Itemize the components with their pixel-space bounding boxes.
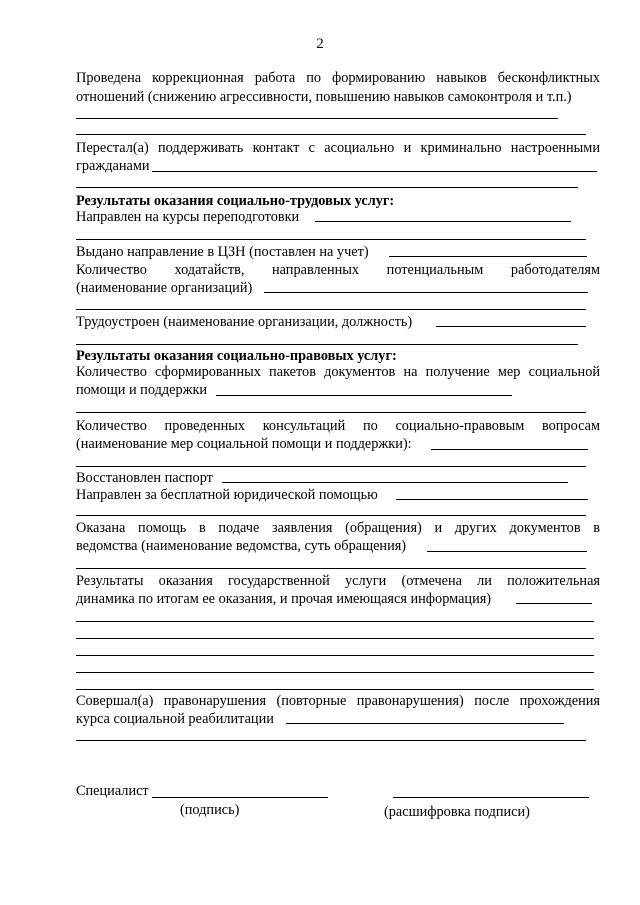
page-number: 2 bbox=[316, 36, 324, 52]
contact-line-1: Перестал(а) поддерживать контакт с асоциально и криминально настроенными bbox=[76, 140, 600, 156]
labor-petitions-field[interactable] bbox=[264, 292, 588, 293]
state-results-blank-5[interactable] bbox=[76, 689, 594, 690]
state-results-blank-1[interactable] bbox=[76, 621, 594, 622]
labor-petitions-blank[interactable] bbox=[76, 309, 586, 310]
legal-consult-field[interactable] bbox=[431, 449, 588, 450]
labor-czn-field[interactable] bbox=[389, 256, 587, 257]
labor-petitions-line-2: (наименование организаций) bbox=[76, 280, 253, 296]
legal-applications-field[interactable] bbox=[427, 551, 587, 552]
labor-employed-field[interactable] bbox=[436, 326, 586, 327]
specialist-label: Специалист bbox=[76, 783, 149, 799]
legal-applications-blank[interactable] bbox=[76, 568, 586, 569]
labor-czn-label: Выдано направление в ЦЗН (поставлен на учет) bbox=[76, 244, 369, 260]
legal-consult-line-1: Количество проведенных консультаций по социально-правовым вопросам bbox=[76, 418, 600, 434]
correction-work-line-1: Проведена коррекционная работа по формированию навыков бесконфликтных bbox=[76, 70, 600, 86]
correction-work-line-2: отношений (снижению агрессивности, повышению навыков самоконтроля и т.п.) bbox=[76, 89, 572, 105]
state-results-line-1: Результаты оказания государственной услуги (отмечена ли положительная bbox=[76, 573, 600, 589]
offenses-field[interactable] bbox=[286, 723, 564, 724]
legal-services-heading: Результаты оказания социально-правовых услуг: bbox=[76, 348, 397, 364]
legal-free-help-field[interactable] bbox=[396, 499, 588, 500]
labor-petitions-line-1: Количество ходатайств, направленных потенциальным работодателям bbox=[76, 262, 600, 278]
labor-services-heading: Результаты оказания социально-трудовых услуг: bbox=[76, 193, 395, 209]
labor-courses-label: Направлен на курсы переподготовки bbox=[76, 209, 300, 225]
legal-packages-line-1: Количество сформированных пакетов документов на получение мер социальной bbox=[76, 364, 600, 380]
legal-passport-field[interactable] bbox=[222, 482, 568, 483]
offenses-line-1: Совершал(а) правонарушения (повторные правонарушения) после прохождения bbox=[76, 693, 600, 709]
legal-packages-line-2: помощи и поддержки bbox=[76, 382, 208, 398]
legal-consult-line-2: (наименование мер социальной помощи и поддержки): bbox=[76, 436, 412, 452]
correction-work-blank-2[interactable] bbox=[76, 134, 586, 135]
labor-courses-field[interactable] bbox=[315, 221, 571, 222]
legal-consult-blank[interactable] bbox=[76, 466, 586, 467]
legal-applications-line-1: Оказана помощь в подаче заявления (обращения) и других документов в bbox=[76, 520, 600, 536]
contact-blank-1[interactable] bbox=[152, 171, 597, 172]
legal-free-help-blank[interactable] bbox=[76, 515, 586, 516]
state-results-field[interactable] bbox=[516, 603, 592, 604]
state-results-line-2: динамика по итогам ее оказания, и прочая имеющаяся информация) bbox=[76, 591, 492, 607]
labor-courses-blank[interactable] bbox=[76, 239, 586, 240]
legal-free-help-label: Направлен за бесплатной юридической помощью bbox=[76, 487, 378, 503]
signature-decode-caption: (расшифровка подписи) bbox=[384, 804, 530, 820]
correction-work-blank-1[interactable] bbox=[76, 118, 558, 119]
legal-packages-blank[interactable] bbox=[76, 412, 586, 413]
contact-blank-2[interactable] bbox=[76, 187, 578, 188]
signature-decode-field[interactable] bbox=[393, 797, 589, 798]
legal-passport-label: Восстановлен паспорт bbox=[76, 470, 213, 486]
state-results-blank-4[interactable] bbox=[76, 672, 594, 673]
signature-field[interactable] bbox=[152, 797, 328, 798]
signature-caption: (подпись) bbox=[180, 802, 240, 818]
offenses-blank[interactable] bbox=[76, 740, 586, 741]
state-results-blank-2[interactable] bbox=[76, 638, 594, 639]
legal-applications-line-2: ведомства (наименование ведомства, суть обращения) bbox=[76, 538, 407, 554]
state-results-blank-3[interactable] bbox=[76, 655, 594, 656]
labor-employed-blank[interactable] bbox=[76, 344, 578, 345]
legal-packages-field[interactable] bbox=[216, 395, 512, 396]
offenses-line-2: курса социальной реабилитации bbox=[76, 711, 274, 727]
labor-employed-label: Трудоустроен (наименование организации, должность) bbox=[76, 314, 413, 330]
contact-line-2: гражданами bbox=[76, 158, 150, 174]
